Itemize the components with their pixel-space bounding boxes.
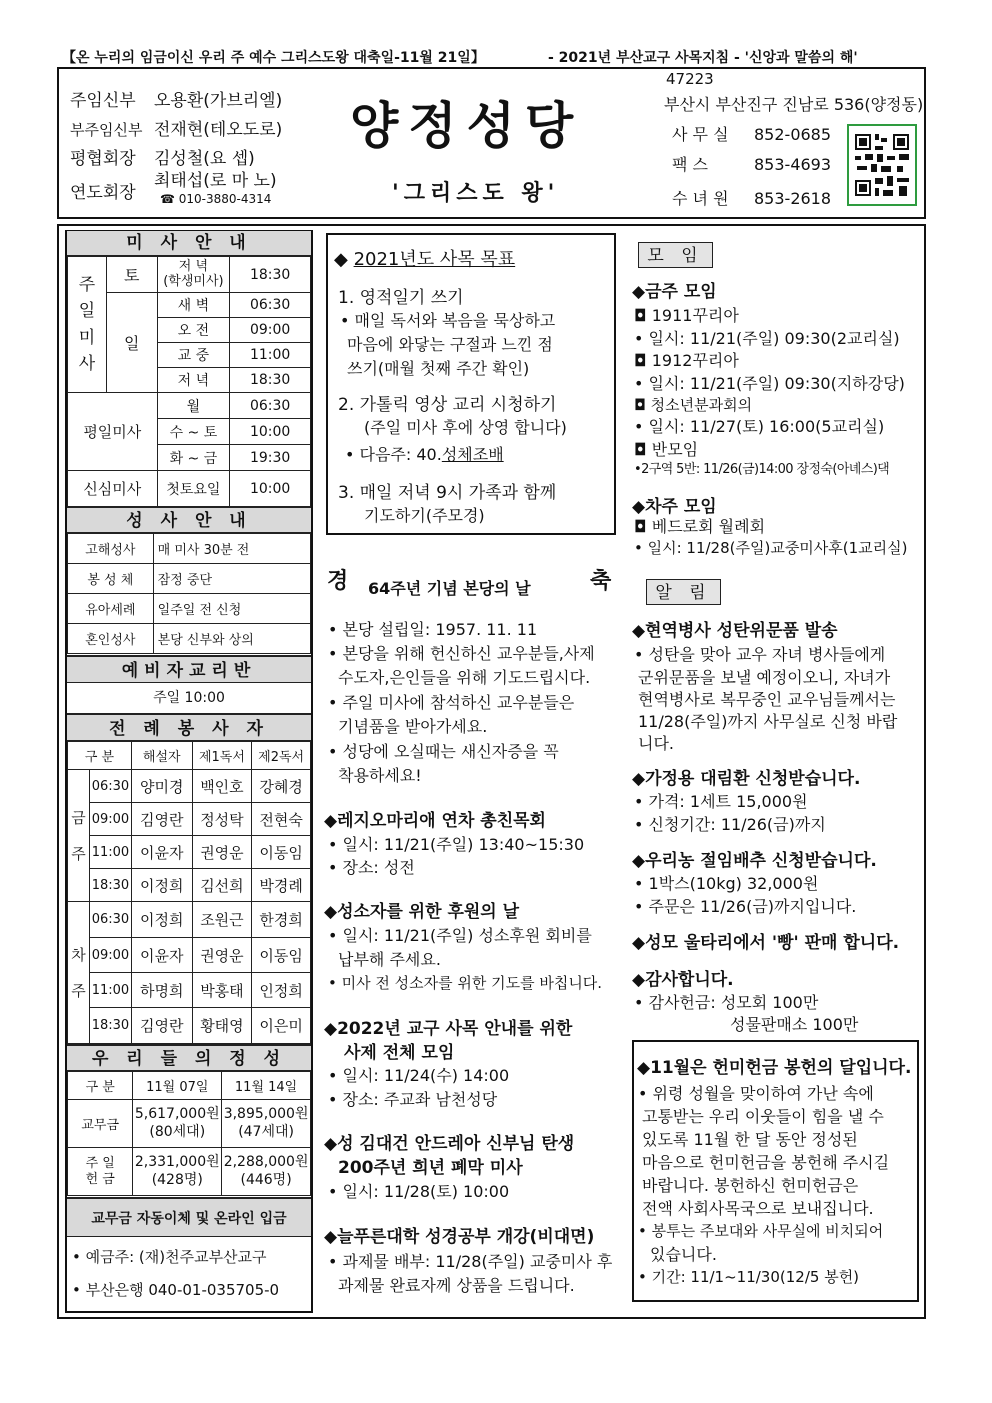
dedication-line: 전액 사회사목국으로 보내집니다. [642,1199,874,1218]
server-reader2: 인정희 [252,973,311,1008]
server-commentator: 이윤자 [131,836,192,869]
goal-item: 1. 영적일기 쓰기 [338,288,464,308]
dedication-line: 마음으로 헌미헌금을 봉헌해 주시길 [642,1153,890,1172]
anniversary-line: • 본당 설립일: 1957. 11. 11 [328,620,538,639]
sacrament-name: 봉 성 체 [68,564,154,594]
meeting-line: ◘ 베드로회 월례회 [634,517,766,536]
staff-row-funeral [70,178,154,203]
server-reader1: 박홍태 [192,973,252,1008]
mass-heading: 미 사 안 내 [67,231,311,256]
notice-line: • 일시: 11/21(주일) 13:40~15:30 [328,835,585,854]
contact-number: 853-4693 [754,155,832,174]
contact-label: 팩 스 [672,155,708,174]
notice-line: 군위문품을 보낼 예정이오니, 자녀가 [638,668,891,687]
anniversary-left-glyph: 경 [327,568,349,594]
dedication-line: 있습니다. [650,1245,717,1264]
mass-time: 18:30 [230,257,311,293]
offering-name: 주 일 헌 금 [68,1148,133,1196]
server-reader1: 정성탁 [192,803,252,836]
notice-line: • 가격: 1세트 15,000원 [634,792,808,811]
servers-table [67,741,311,1044]
contact-label: 수 녀 원 [672,189,729,208]
servers-col: 제1독서 [192,742,252,770]
notice-title-2: 사제 전체 모임 [344,1043,455,1063]
meeting-line: ◘ 반모임 [634,440,699,459]
notice-title: ◆2022년 교구 사목 안내를 위한 [324,1019,573,1039]
bank-account: • 부산은행 040-01-035705-0 [72,1281,280,1299]
server-commentator: 양미경 [131,770,192,803]
notice-line: 11/28(주일)까지 사무실로 신청 바랍 [638,712,898,731]
sacrament-heading: 성 사 안 내 [67,506,311,533]
meeting-line: • 일시: 11/28(주일)교중미사후(1교리실) [634,539,908,557]
dedication-line: • 기간: 11/1~11/30(12/5 봉헌) [638,1268,860,1286]
anniversary-line: • 주일 미사에 참석하신 교우분들은 [328,693,575,712]
server-reader2: 한경희 [252,902,311,938]
notice-line: • 신청기간: 11/26(금)까지 [634,815,826,834]
contact-convent [672,186,831,209]
goals-title-row: ◆ 2021년도 사목 목표 [334,249,516,270]
catechumen-heading: 예비자교리반 [67,655,311,683]
mass-time: 06:30 [230,293,311,318]
offering-heading: 우 리 들 의 정 성 [67,1044,311,1071]
sacrament-value: 잠정 중단 [153,564,310,594]
notice-title: ◆성 김대건 안드레아 신부님 탄생 [324,1134,575,1154]
feast-banner: 【온 누리의 임금이신 우리 주 예수 그리스도왕 대축일-11월 21일】 [62,50,485,66]
notice-line: • 미사 전 성소자를 위한 기도를 바칩니다. [328,974,603,992]
top-banner [62,47,928,67]
meeting-line: ◘ 청소년분과회의 [634,396,753,414]
notice-title: ◆우리농 절임배추 신청받습니다. [632,851,877,871]
staff-role: 평협회장 [70,149,136,169]
goal-item: 쓰기(매월 첫째 주간 확인) [347,359,530,378]
sunday-mass-label: 주 일 미 사 [68,257,107,393]
server-reader2: 전현숙 [252,803,311,836]
notice-title: ◆늘푸른대학 성경공부 개강(비대면) [324,1227,595,1247]
anniversary-line: 수도자,은인들을 위해 기도드립시다. [338,668,591,687]
staff-funeral-name: 최태섭(로 마 노) [154,171,277,191]
server-reader2: 박경례 [252,869,311,902]
anniversary-right-glyph: 축 [590,568,612,594]
server-reader1: 황태영 [192,1008,252,1044]
goal-item: 마음에 와닿는 구절과 느낀 점 [347,335,553,354]
notice-line: • 과제물 배부: 11/28(주일) 교중미사 후 [328,1252,613,1271]
contact-fax [672,152,831,175]
next-week-meetings-title: ◆차주 모임 [632,497,717,517]
anniversary-line: • 성당에 오실때는 새신자증을 꼭 [328,742,559,761]
notice-line: • 장소: 주교좌 남천성당 [328,1090,498,1109]
mass-name: 오 전 [157,318,230,343]
offering-col: 11월 14일 [222,1072,311,1100]
bank-heading: 교무금 자동이체 및 온라인 입금 [67,1197,311,1237]
goal-item: • 다음주: 40. [345,445,442,464]
mass-name: 새 벽 [157,293,230,318]
devotion-day: 첫토요일 [157,471,230,507]
offering-table [67,1071,311,1196]
devotion-time: 10:00 [230,471,311,507]
anniversary-line: • 본당을 위해 헌신하신 교우분들,사제 [328,644,595,663]
notice-title-2: 200주년 희년 폐막 미사 [338,1158,523,1178]
staff-phone: ☎ 010-3880-4314 [160,192,272,206]
meetings-tag: 모 임 [638,242,713,268]
server-reader1: 권영운 [192,938,252,973]
server-time: 09:00 [89,803,131,836]
mass-name: 저 녁 (학생미사) [157,257,230,293]
notice-title: ◆현역병사 성탄위문품 발송 [632,621,838,641]
server-reader1: 김선희 [192,869,252,902]
mass-time: 11:00 [230,343,311,368]
notice-title: ◆가정용 대림환 신청받습니다. [632,769,861,789]
next-topic: 성체조배 [441,445,504,464]
next-week-label: 차 주 [68,902,90,1044]
dedication-line: 있도록 11월 한 달 동안 정성된 [642,1130,858,1149]
feast-subtitle: '그리스도 왕' [392,180,560,206]
staff-name: 김성철(요 셉) [154,149,255,169]
server-commentator: 이윤자 [131,938,192,973]
meeting-line: • 일시: 11/21(주일) 09:30(2교리실) [634,329,900,348]
goal-item: • 매일 독서와 복음을 묵상하고 [340,311,556,330]
address-line: 부산시 부산진구 진남로 536(양정동) [664,95,924,114]
mass-time: 09:00 [230,318,311,343]
notices-tag: 알 림 [646,579,721,605]
notice-line: • 1박스(10kg) 32,000원 [634,874,819,893]
parish-title: 양정성당 [350,96,584,155]
meeting-line: ◘ 1911꾸리아 [634,306,739,325]
server-time: 06:30 [89,770,131,803]
contact-number: 852-0685 [754,125,832,144]
server-reader2: 강혜경 [252,770,311,803]
dedication-line: • 봉투는 주보대와 사무실에 비치되어 [638,1222,884,1240]
weekday-mass-label: 평일미사 [68,393,158,471]
sacrament-name: 혼인성사 [68,624,154,654]
goals-title: 2021년도 사목 목표 [353,249,516,270]
weekday-day: 화 ~ 금 [157,445,230,471]
staff-role: 부주임신부 [70,121,143,139]
notice-line: • 주문은 11/26(금)까지입니다. [634,897,857,916]
notice-line: • 장소: 성전 [328,858,415,877]
notice-title: ◆감사합니다. [632,970,734,990]
notice-line: • 일시: 11/21(주일) 성소후원 회비를 [328,926,592,945]
staff-name: 오용환(가브리엘) [154,91,283,111]
weekday-time: 19:30 [230,445,311,471]
postal-code: 47223 [666,70,714,88]
staff-name: 전재현(테오도로) [154,120,283,140]
notice-line: 성물판매소 100만 [730,1015,859,1034]
offering-name: 교무금 [68,1100,133,1148]
notice-line: • 일시: 11/28(토) 10:00 [328,1182,510,1201]
staff-role: 주임신부 [70,91,136,111]
goal-item: 2. 가톨릭 영상 교리 시청하기 [338,395,557,415]
mass-name: 저 녁 [157,368,230,393]
server-commentator: 이정희 [131,902,192,938]
sacrament-table [67,533,311,654]
notice-line: • 성탄을 맞아 교우 자녀 병사들에게 [634,645,886,664]
meeting-line: •2구역 5반: 11/26(금)14:00 장정숙(아녜스)댁 [634,462,890,477]
sunday-label: 일 [106,293,157,393]
server-reader2: 이은미 [252,1008,311,1044]
bank-holder: • 예금주: (재)천주교부산교구 [72,1248,267,1266]
saturday-label: 토 [106,257,157,293]
mass-time: 18:30 [230,368,311,393]
weekday-time: 06:30 [230,393,311,419]
sacrament-value: 매 미사 30분 전 [153,534,310,564]
this-week-meetings-title: ◆금주 모임 [632,282,717,302]
goal-item: 3. 매일 저녁 9시 가족과 함께 [338,483,557,503]
anniversary-line: 기념품을 받아가세요. [338,717,488,736]
dedication-line: 고통받는 우리 이웃들이 힘을 낼 수 [642,1107,884,1126]
server-reader1: 백인호 [192,770,252,803]
meeting-line: • 일시: 11/27(토) 16:00(5교리실) [634,417,885,436]
dedication-line: • 위령 성월을 맞이하여 가난 속에 [638,1084,874,1103]
server-time: 18:30 [89,1008,131,1044]
offering-value: 3,895,000원 (47세대) [222,1100,311,1148]
catechumen-time: 주일 10:00 [67,683,311,714]
server-reader1: 권영운 [192,836,252,869]
servers-col: 제2독서 [252,742,311,770]
notice-title: ◆성모 울타리에서 '빵' 판매 합니다. [632,933,900,953]
staff-role: 연도회장 [70,183,136,203]
offering-col: 11월 07일 [133,1072,222,1100]
offering-value: 5,617,000원 (80세대) [133,1100,222,1148]
server-time: 18:30 [89,869,131,902]
server-commentator: 김영란 [131,803,192,836]
contact-label: 사 무 실 [672,125,729,144]
server-commentator: 이정희 [131,869,192,902]
contact-number: 853-2618 [754,189,832,208]
server-commentator: 김영란 [131,1008,192,1044]
weekday-day: 월 [157,393,230,419]
sacrament-name: 고해성사 [68,534,154,564]
dedication-line: 바랍니다. 봉헌하신 헌미헌금은 [642,1176,859,1195]
anniversary-line: 착용하세요! [338,766,422,785]
notice-title: ◆성소자를 위한 후원의 날 [324,902,520,922]
devotion-mass-label: 신심미사 [68,471,158,507]
server-time: 11:00 [89,973,131,1008]
meeting-line: • 일시: 11/21(주일) 09:30(지하강당) [634,374,905,393]
mass-name: 교 중 [157,343,230,368]
notice-line: 과제물 완료자께 상품을 드립니다. [338,1276,575,1295]
sacrament-value: 본당 신부와 상의 [153,624,310,654]
contact-office [672,122,831,145]
mass-table [67,256,311,507]
notice-line: • 감사헌금: 성모회 100만 [634,993,819,1012]
servers-heading: 전 례 봉 사 자 [67,713,311,741]
staff-row-pastor [70,86,282,111]
notice-line: • 일시: 11/24(수) 14:00 [328,1066,510,1085]
servers-col: 해설자 [131,742,192,770]
notice-line: 납부해 주세요. [338,950,441,969]
goal-item: (주일 미사 후에 상영 합니다) [364,418,567,437]
staff-row-assistant [70,115,282,140]
server-time: 11:00 [89,836,131,869]
notice-line: 니다. [638,734,674,753]
diocese-motto: - 2021년 부산교구 사목지침 - '신앙과 말씀의 해' [548,50,858,66]
server-time: 06:30 [89,902,131,938]
server-time: 09:00 [89,938,131,973]
this-week-label: 금 주 [68,770,90,902]
server-reader2: 이동임 [252,938,311,973]
weekday-day: 수 ~ 토 [157,419,230,445]
sacrament-value: 일주일 전 신청 [153,594,310,624]
offering-value: 2,331,000원 (428명) [133,1148,222,1196]
server-reader1: 조원근 [192,902,252,938]
notice-title: ◆레지오마리애 연차 총친목회 [324,811,546,831]
qr-code-icon[interactable] [847,124,917,206]
dedication-title: ◆11월은 헌미헌금 봉헌의 달입니다. [637,1058,912,1078]
meeting-line: ◘ 1912꾸리아 [634,351,739,370]
anniversary-title: 64주년 기념 본당의 날 [368,579,531,598]
weekday-time: 10:00 [230,419,311,445]
notice-line: 현역병사로 복무중인 교우님들께서는 [638,690,896,709]
offering-value: 2,288,000원 (446명) [222,1148,311,1196]
sacrament-name: 유아세례 [68,594,154,624]
servers-col: 구 분 [68,742,132,770]
server-reader2: 이동임 [252,836,311,869]
goal-next-row [345,444,504,467]
offering-col: 구 분 [68,1072,133,1100]
server-commentator: 하명희 [131,973,192,1008]
goal-item: 기도하기(주모경) [364,506,485,525]
